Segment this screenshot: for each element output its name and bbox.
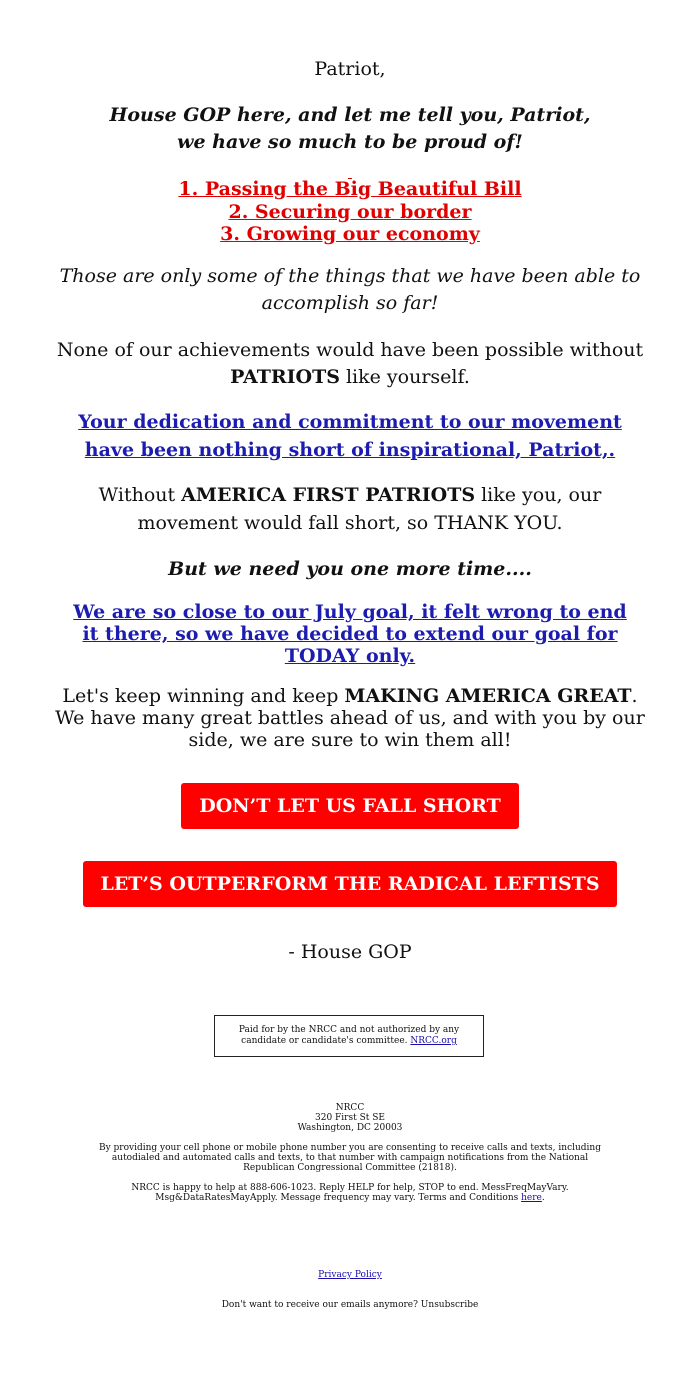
- achievement-item[interactable]: 3. Growing our economy: [220, 223, 480, 245]
- without-line-1: Without AMERICA FIRST PATRIOTS like you, our: [98, 484, 602, 506]
- consent-line-1: By providing your cell phone or mobile phone number you are consenting to receive calls and texts, including: [98, 1143, 601, 1153]
- small-dash: [0, 164, 700, 174]
- goal-link-line-1[interactable]: We are so close to our July goal, it felt wrong to end: [73, 601, 627, 623]
- need-you: But we need you one more time....: [168, 558, 532, 580]
- dont-let-us-fall-short-button[interactable]: DON’T LET US FALL SHORT: [181, 783, 519, 829]
- keep-line-3: side, we are sure to win them all!: [188, 729, 512, 751]
- without-line-2: movement would fall short, so THANK YOU.: [137, 512, 563, 534]
- intro-line-2: we have so much to be proud of!: [177, 131, 523, 153]
- only-some-line-2: accomplish so far!: [261, 292, 439, 314]
- consent-line-3: Republican Congressional Committee (21818).: [243, 1163, 457, 1173]
- help-line-2: Msg&DataRatesMayApply. Message frequency may vary. Terms and Conditions here.: [155, 1193, 545, 1203]
- keep-line-1: Let's keep winning and keep MAKING AMERICA GREAT.: [62, 685, 638, 707]
- nrcc-link[interactable]: NRCC.org: [410, 1036, 457, 1046]
- signoff: - House GOP: [288, 941, 412, 963]
- disclaimer-text: Paid for by the NRCC and not authorized by any candidate or candidate's committee.: [238, 1025, 460, 1046]
- org-name: NRCC: [335, 1103, 365, 1113]
- help-line-1: NRCC is happy to help at 888-606-1023. Reply HELP for help, STOP to end. MessFreqMayVary.: [131, 1183, 569, 1193]
- paid-for-disclaimer: [214, 1015, 484, 1057]
- unsubscribe-text[interactable]: Don't want to receive our emails anymore? Unsubscribe: [221, 1300, 479, 1310]
- only-some-line-1: Those are only some of the things that we have been able to: [59, 265, 641, 287]
- intro-line-1: House GOP here, and let me tell you, Patriot,: [109, 104, 591, 126]
- keep-line-2: We have many great battles ahead of us, and with you by our: [55, 707, 645, 729]
- achievement-item[interactable]: 1. Passing the Big Beautiful Bill: [178, 178, 522, 200]
- goal-link-line-3[interactable]: TODAY only.: [284, 645, 416, 667]
- goal-link-line-2[interactable]: it there, so we have decided to extend our goal for: [82, 623, 618, 645]
- greeting: Patriot,: [314, 58, 386, 80]
- achievement-item[interactable]: 2. Securing our border: [228, 201, 472, 223]
- privacy-policy-link[interactable]: Privacy Policy: [318, 1270, 382, 1280]
- address-line-2: Washington, DC 20003: [297, 1123, 403, 1133]
- terms-link[interactable]: here: [521, 1193, 542, 1203]
- privacy-policy-row: [0, 1270, 700, 1280]
- none-line-1: None of our achievements would have been possible without: [56, 339, 644, 361]
- address-line-1: 320 First St SE: [315, 1113, 385, 1123]
- dedication-link-line-2[interactable]: have been nothing short of inspirational, Patriot,.: [84, 439, 616, 461]
- consent-line-2: autodialed and automated calls and texts, to that number with campaign notifications from the National: [111, 1153, 589, 1163]
- outperform-leftists-button[interactable]: LET’S OUTPERFORM THE RADICAL LEFTISTS: [83, 861, 617, 907]
- dedication-link-line-1[interactable]: Your dedication and commitment to our movement: [78, 411, 622, 433]
- none-line-2: PATRIOTS like yourself.: [230, 366, 470, 388]
